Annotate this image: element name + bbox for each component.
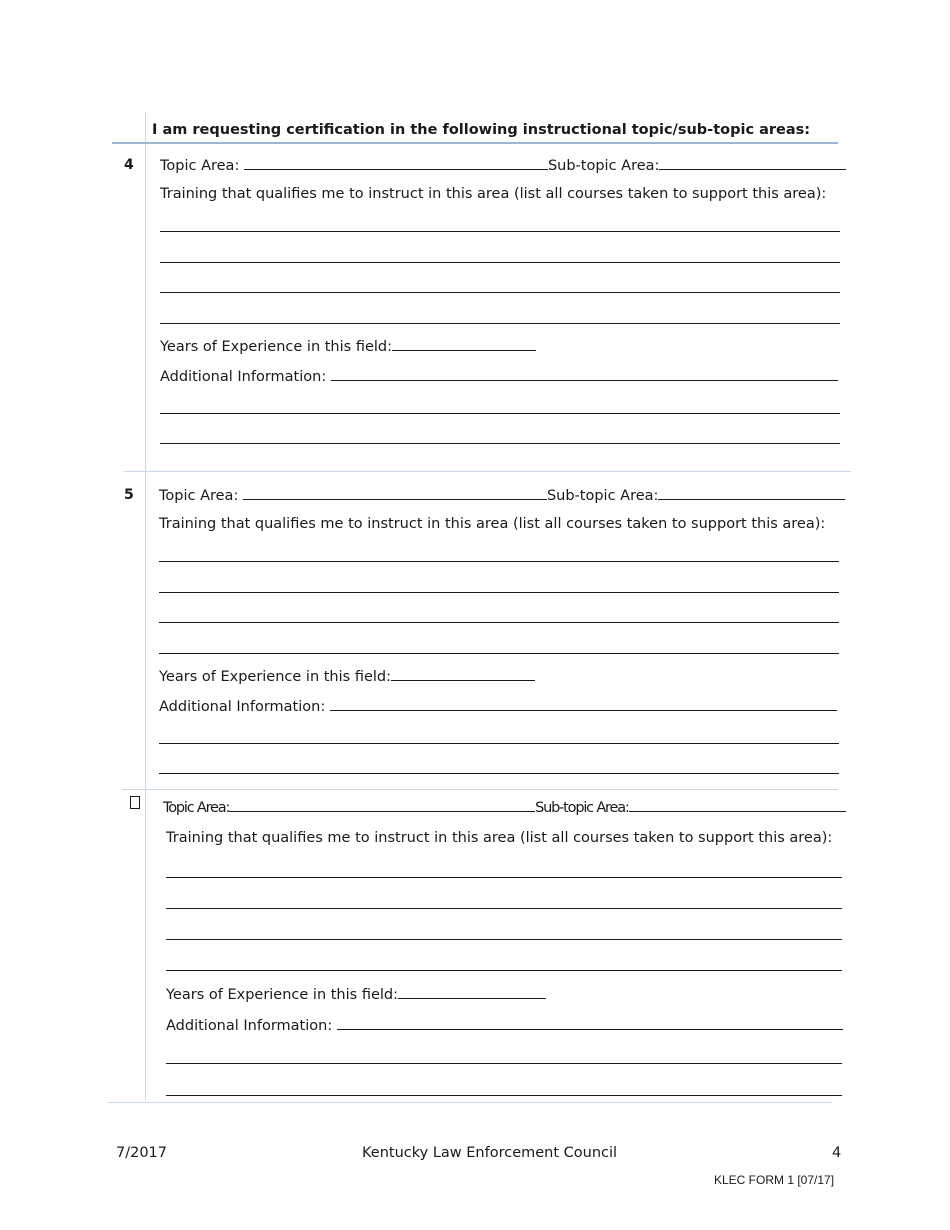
topic-area-field[interactable] — [244, 156, 548, 170]
footer-council: Kentucky Law Enforcement Council — [362, 1145, 618, 1161]
topic-area-field[interactable] — [229, 798, 535, 812]
section-divider-1 — [124, 471, 851, 472]
additional-field[interactable] — [330, 697, 837, 711]
training-label: Training that qualifies me to instruct in this area (list all courses taken to support this area): — [166, 830, 833, 846]
page-heading: I am requesting certification in the following instructional topic/sub-topic areas: — [152, 122, 811, 138]
topic-area-label: Topic Area: — [160, 158, 240, 174]
footer-date: 7/2017 — [116, 1145, 168, 1161]
training-label: Training that qualifies me to instruct in this area (list all courses taken to support this area): — [160, 186, 827, 202]
training-line[interactable] — [160, 262, 840, 263]
additional-row — [160, 367, 838, 385]
sub-topic-area-field[interactable] — [629, 798, 846, 812]
sub-topic-area-label: Sub-topic Area: — [546, 488, 659, 504]
additional-line[interactable] — [166, 1063, 842, 1064]
additional-field[interactable] — [337, 1016, 843, 1030]
left-rule-top — [145, 112, 146, 472]
years-field[interactable] — [392, 337, 536, 351]
training-line[interactable] — [159, 592, 839, 593]
sub-topic-area-field[interactable] — [658, 486, 845, 500]
training-line[interactable] — [166, 908, 842, 909]
training-line[interactable] — [166, 877, 842, 878]
training-line[interactable] — [159, 561, 839, 562]
topic-area-field[interactable] — [243, 486, 547, 500]
additional-row — [166, 1016, 843, 1034]
topic-area-label: Topic Area: — [163, 800, 230, 816]
topic-area-label: Topic Area: — [159, 488, 239, 504]
left-rule-bottom — [145, 790, 146, 1100]
additional-field[interactable] — [331, 367, 838, 381]
years-label: Years of Experience in this field: — [166, 987, 398, 1003]
years-label: Years of Experience in this field: — [160, 339, 392, 355]
sub-topic-area-field[interactable] — [659, 156, 846, 170]
additional-row — [159, 697, 837, 715]
training-line[interactable] — [166, 939, 842, 940]
section-divider-2 — [122, 789, 838, 790]
years-row — [160, 337, 536, 355]
years-field[interactable] — [391, 667, 535, 681]
training-line[interactable] — [166, 970, 842, 971]
section-number: 5 — [124, 487, 134, 503]
additional-line[interactable] — [160, 443, 840, 444]
additional-line[interactable] — [159, 743, 839, 744]
years-label: Years of Experience in this field: — [159, 669, 391, 685]
training-line[interactable] — [160, 231, 840, 232]
years-row — [166, 985, 546, 1003]
empty-box-icon — [130, 796, 140, 813]
footer-form-code: KLEC FORM 1 [07/17] — [714, 1173, 835, 1187]
additional-label: Additional Information: — [160, 369, 327, 385]
sub-topic-area-label: Sub-topic Area: — [547, 158, 660, 174]
topic-area-row — [159, 486, 845, 504]
training-line[interactable] — [159, 653, 839, 654]
footer-page-number: 4 — [832, 1145, 842, 1161]
additional-line[interactable] — [166, 1095, 842, 1096]
training-label: Training that qualifies me to instruct in this area (list all courses taken to support this area): — [159, 516, 826, 532]
sub-topic-area-label: Sub-topic Area: — [535, 800, 629, 816]
additional-label: Additional Information: — [166, 1018, 333, 1034]
additional-label: Additional Information: — [159, 699, 326, 715]
training-line[interactable] — [160, 323, 840, 324]
training-line[interactable] — [159, 622, 839, 623]
section-number: 4 — [124, 157, 134, 173]
additional-line[interactable] — [160, 413, 840, 414]
years-row — [159, 667, 535, 685]
topic-area-row — [163, 798, 846, 816]
additional-line[interactable] — [159, 773, 839, 774]
left-rule-middle — [145, 472, 146, 790]
years-field[interactable] — [398, 985, 546, 999]
section-divider-3 — [108, 1102, 832, 1103]
heading-rule — [112, 142, 838, 144]
topic-area-row — [160, 156, 846, 174]
training-line[interactable] — [160, 292, 840, 293]
